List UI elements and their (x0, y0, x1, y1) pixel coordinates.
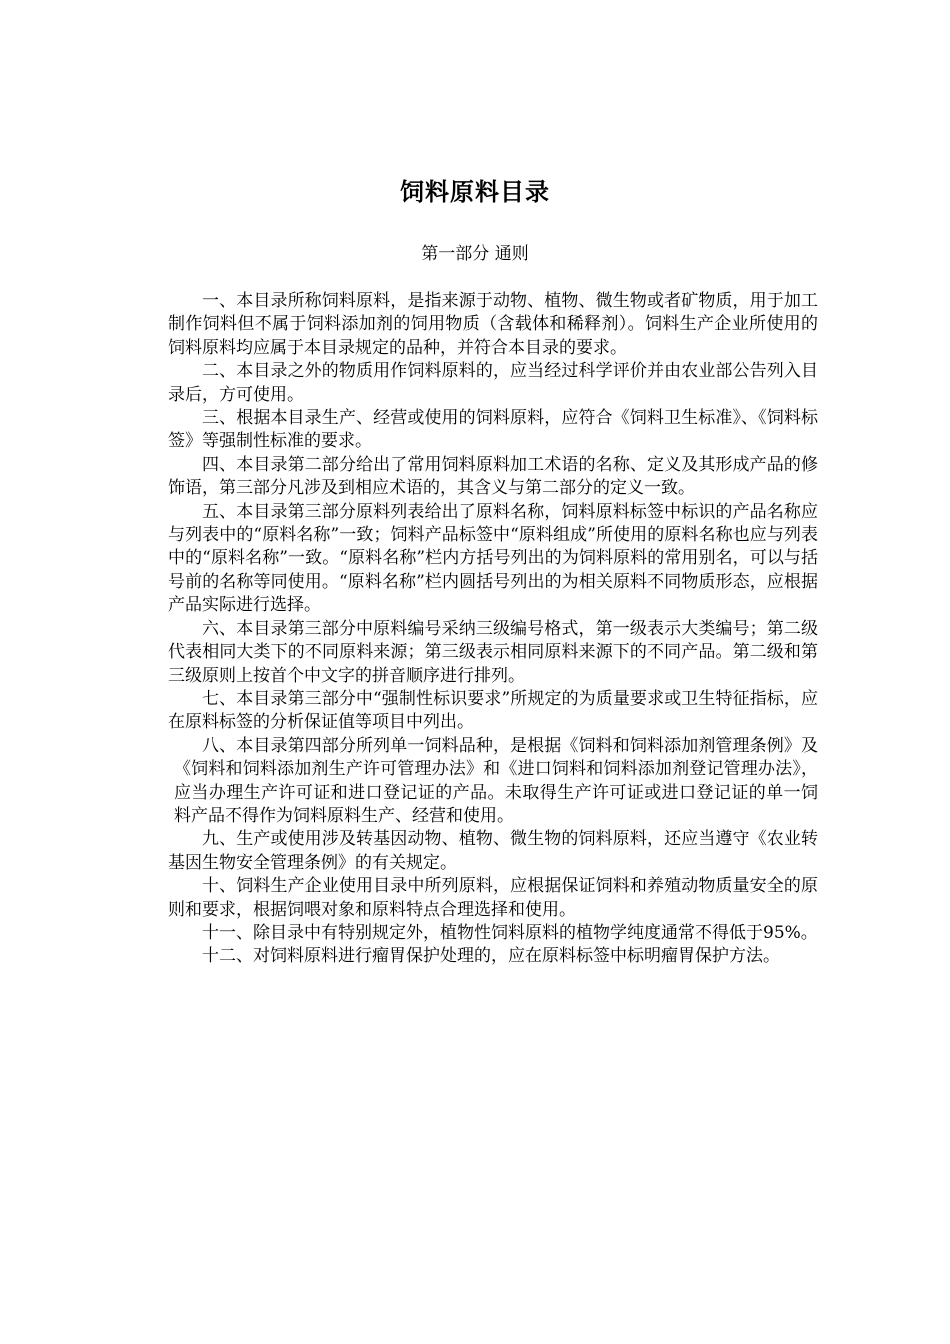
paragraph-10: 十、饲料生产企业使用目录中所列原料，应根据保证饲料和养殖动物质量安全的原则和要求，根据饲喂对象和原料特点合理选择和使用。 (168, 876, 818, 920)
paragraph-1: 一、本目录所称饲料原料，是指来源于动物、植物、微生物或者矿物质，用于加工制作饲料但不属于饲料添加剂的饲用物质（含载体和稀释剂）。饲料生产企业所使用的饲料原料均应属于本目录规定的品种，并符合本目录的要求。 (168, 291, 818, 358)
paragraph-4: 四、本目录第二部分给出了常用饲料原料加工术语的名称、定义及其形成产品的修饰语，第三部分凡涉及到相应术语的，其含义与第二部分的定义一致。 (168, 454, 818, 499)
document-body (168, 290, 818, 969)
document-title: 饲料原料目录 (400, 178, 550, 206)
paragraph-11: 十一、除目录中有特别规定外，植物性饲料原料的植物学纯度通常不得低于95%。 (202, 922, 818, 943)
paragraph-5: 五、本目录第三部分原料列表给出了原料名称，饲料原料标签中标识的产品名称应与列表中的“原料名称”一致；饲料产品标签中“原料组成”所使用的原料名称也应与列表中的“原料名称”一致。“原料名称”栏内方括号列出的为饲料原料的常用别名，可以与括号前的名称等同使用。“原料名称”栏内圆括号列出的为相关原料不同物质形态，应根据产品实际进行选择。 (168, 501, 818, 616)
paragraph-8: 八、本目录第四部分所列单一饲料品种，是根据《饲料和饲料添加剂管理条例》及《饲料和饲料添加剂生产许可管理办法》和《进口饲料和饲料添加剂登记管理办法》，应当办理生产许可证和进口登记证的产品。未取得生产许可证或进口登记证的单一饲料产品不得作为饲料原料生产、经营和使用。 (174, 735, 818, 826)
paragraph-9: 九、生产或使用涉及转基因动物、植物、微生物的饲料原料，还应当遵守《农业转基因生物安全管理条例》的有关规定。 (168, 829, 818, 873)
section-heading: 第一部分 通则 (421, 244, 529, 264)
paragraph-6: 六、本目录第三部分中原料编号采纳三级编号格式，第一级表示大类编号；第二级代表相同大类下的不同原料来源；第三级表示相同原料来源下的不同产品。第二级和第三级原则上按首个中文字的拼音顺序进行排列。 (168, 618, 818, 686)
paragraph-3: 三、根据本目录生产、经营或使用的饲料原料，应符合《饲料卫生标准》、《饲料标签》等强制性标准的要求。 (168, 408, 818, 452)
paragraph-2: 二、本目录之外的物质用作饲料原料的，应当经过科学评价并由农业部公告列入目录后，方可使用。 (168, 361, 818, 405)
paragraph-7: 七、本目录第三部分中“强制性标识要求”所规定的为质量要求或卫生特征指标，应在原料标签的分析保证值等项目中列出。 (168, 688, 818, 733)
paragraph-12: 十二、对饲料原料进行瘤胃保护处理的，应在原料标签中标明瘤胃保护方法。 (202, 946, 780, 967)
